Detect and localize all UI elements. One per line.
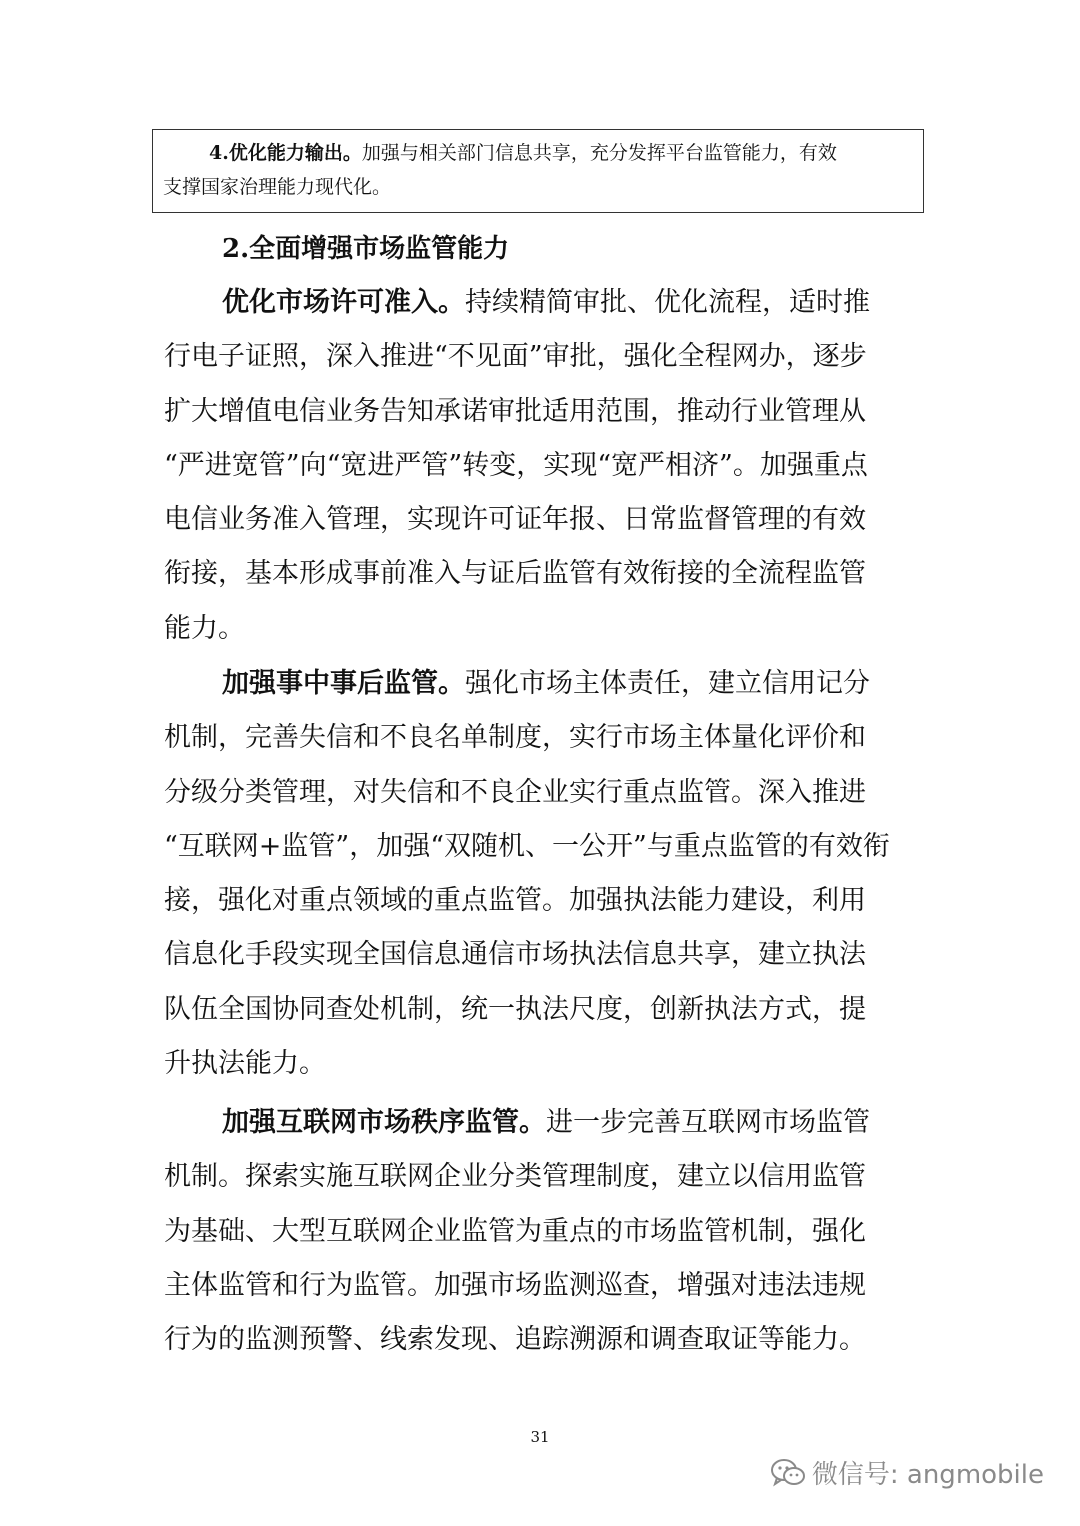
paragraph-line: 扩大增值电信业务告知承诺审批适用范围，推动行业管理从 (164, 395, 866, 427)
paragraph-lead: 优化市场许可准入。 (222, 287, 465, 318)
paragraph-line: 主体监管和行为监管。加强市场监测巡查，增强对违法违规 (164, 1269, 866, 1301)
paragraph-line (164, 657, 924, 711)
box-line-1-text: 加强与相关部门信息共享，充分发挥平台监管能力，有效 (361, 142, 837, 164)
box-line-2: 支撑国家治理能力现代化。 (163, 176, 392, 198)
paragraph-supervision (164, 657, 924, 1091)
box-line-1 (163, 136, 913, 170)
paragraph-line: 衔接，基本形成事前准入与证后监管有效衔接的全流程监管 (164, 558, 866, 590)
paragraph-line: 机制。探索实施互联网企业分类管理制度，建立以信用监管 (164, 1161, 866, 1193)
paragraph-internet-market (164, 1096, 924, 1367)
paragraph-line: 机制，完善失信和不良名单制度，实行市场主体量化评价和 (164, 722, 866, 754)
paragraph-line: 升执法能力。 (164, 1048, 326, 1080)
paragraph-line: 行为的监测预警、线索发现、追踪溯源和调查取证等能力。 (164, 1324, 866, 1356)
paragraph-line: 为基础、大型互联网企业监管为重点的市场监管机制，强化 (164, 1215, 866, 1247)
paragraph-line: 分级分类管理，对失信和不良企业实行重点监管。深入推进 (164, 776, 866, 808)
watermark-text: 微信号: angmobile (811, 1460, 1044, 1490)
paragraph-lead: 加强事中事后监管。 (222, 668, 465, 699)
paragraph-line: 行电子证照，深入推进“不见面”审批，强化全程网办，逐步 (164, 341, 867, 373)
wechat-watermark (770, 1454, 1044, 1491)
paragraph-line: 电信业务准入管理，实现许可证年报、日常监督管理的有效 (164, 504, 866, 536)
paragraph-line: 能力。 (164, 612, 245, 644)
paragraph-line: 接，强化对重点领域的重点监管。加强执法能力建设，利用 (164, 885, 866, 917)
paragraph-line: 队伍全国协同查处机制，统一执法尺度，创新执法方式，提 (164, 993, 866, 1025)
highlight-box (152, 129, 924, 213)
box-bold-lead: 4.优化能力输出。 (209, 142, 362, 164)
paragraph-line: 信息化手段实现全国信息通信市场执法信息共享，建立执法 (164, 939, 866, 971)
paragraph-line (164, 276, 924, 330)
paragraph-line (164, 1096, 924, 1150)
paragraph-market-access (164, 276, 924, 656)
line-text: 强化市场主体责任，建立信用记分 (465, 668, 870, 699)
section-heading: 2.全面增强市场监管能力 (222, 234, 510, 264)
paragraph-line: “严进宽管”向“宽进严管”转变，实现“宽严相济”。加强重点 (164, 449, 868, 481)
page-number: 31 (530, 1428, 550, 1446)
wechat-icon (770, 1457, 806, 1489)
line-text: 进一步完善互联网市场监管 (546, 1107, 870, 1138)
line-text: 持续精简审批、优化流程，适时推 (465, 287, 870, 318)
paragraph-line: “互联网+监管”，加强“双随机、一公开”与重点监管的有效衔 (164, 830, 890, 862)
paragraph-lead: 加强互联网市场秩序监管。 (222, 1107, 546, 1138)
